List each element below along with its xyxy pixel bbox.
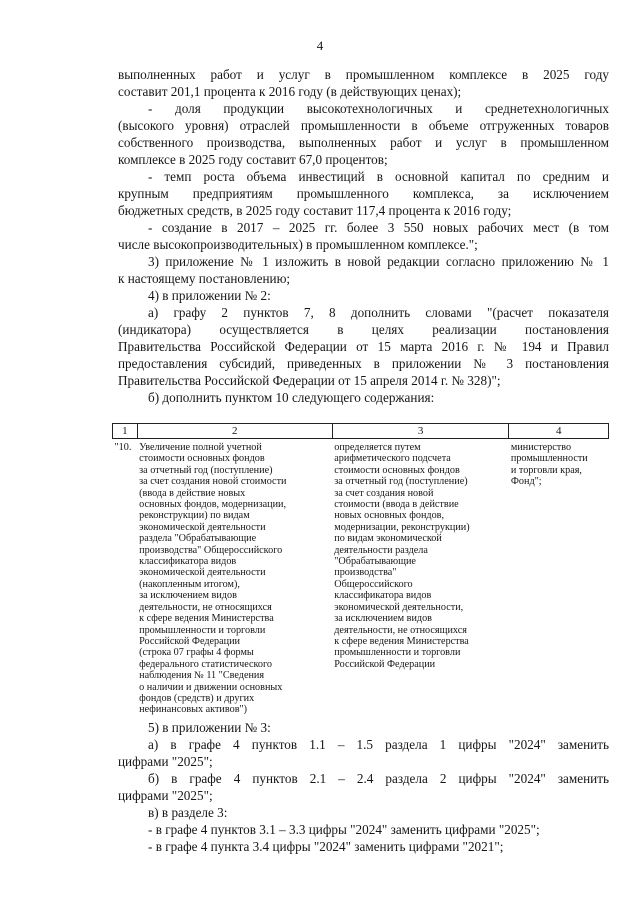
cell-text-line: (накопленным итогом),: [139, 578, 240, 590]
cell-text-line: фондов (средств) и других: [139, 692, 255, 704]
cell-text-line: за исключением видов: [334, 613, 432, 625]
cell-text-line: нефинансовых активов"): [139, 704, 248, 716]
cell-text-line: за отчетный год (поступление): [139, 464, 273, 476]
text-line: - в графе 4 пункта 3.4 цифры "2024" заменить цифрами "2021";: [148, 839, 504, 854]
cell-text-line: определяется путем: [334, 442, 421, 453]
text-line: в) в разделе 3:: [148, 805, 228, 820]
cell-text-line: модернизации, реконструкции): [334, 521, 470, 533]
table-header-cell: 3: [332, 424, 509, 439]
cell-text-line: экономической деятельности: [139, 567, 266, 579]
cell-text-line: производства" Общероссийского: [139, 544, 283, 556]
cell-text-line: к сфере ведения Министерства: [334, 635, 469, 647]
text-line: 3) приложение № 1 изложить в новой редакции согласно приложению № 1: [148, 254, 609, 269]
text-line: - доля продукции высокотехнологичных и среднетехнологичных: [148, 101, 609, 116]
text-line: - темп роста объема инвестиций в основной капитал по средним и: [148, 169, 609, 184]
row-number: "10.: [114, 442, 132, 453]
cell-text-line: и торговли края,: [510, 464, 582, 476]
cell-text-line: новых основных фондов,: [334, 510, 445, 522]
cell-text-line: за счет создания новой стоимости: [139, 476, 287, 488]
cell-text-line: основных фондов, модернизации,: [139, 499, 287, 511]
cell-text-line: арифметического подсчета: [334, 453, 451, 465]
text-line: а) в графе 4 пунктов 1.1 – 1.5 раздела 1 цифры "2024" заменить: [148, 737, 609, 752]
text-line: б) в графе 4 пунктов 2.1 – 2.4 раздела 2 цифры "2024" заменить: [148, 771, 609, 786]
cell-text-line: о наличии и движении основных: [139, 681, 283, 693]
amendment-table: [112, 423, 609, 716]
table-header-cell: 2: [137, 424, 332, 439]
cell-text-line: экономической деятельности,: [334, 601, 464, 613]
cell-text-line: промышленности и торговли: [334, 647, 461, 659]
text-line: собственного производства, выполненных работ и услуг в промышленном: [118, 135, 609, 150]
text-line: бюджетных средств, в 2025 году составит 117,4 процента к 2016 году;: [118, 203, 512, 218]
cell-text-line: Увеличение полной учетной: [139, 442, 262, 453]
responsible-cell: [509, 439, 609, 716]
text-line: а) графу 2 пунктов 7, 8 дополнить словами "(расчет показателя: [148, 305, 609, 320]
cell-text-line: деятельности, не относящихся: [334, 624, 467, 636]
row-number-cell: [113, 439, 138, 716]
text-line: комплексе в 2025 году составит 67,0 процентов;: [118, 152, 388, 167]
cell-text-line: производства": [334, 567, 397, 579]
cell-text-line: Российской Федерации: [334, 658, 436, 670]
table-row: [113, 439, 609, 716]
text-line: к настоящему постановлению;: [118, 271, 291, 286]
cell-text-line: классификатора видов: [139, 556, 237, 568]
calculation-method-cell: [332, 439, 509, 716]
cell-text-line: (строка 07 графы 4 формы: [139, 647, 254, 659]
cell-text-line: стоимости основных фондов: [139, 453, 265, 465]
cell-text-line: Российской Федерации: [139, 635, 241, 647]
table-header-cell: 1: [113, 424, 138, 439]
text-line: цифрами "2025";: [118, 788, 213, 803]
cell-text-line: за исключением видов: [139, 590, 237, 602]
cell-text-line: за счет создания новой: [334, 487, 434, 499]
text-line: - в графе 4 пунктов 3.1 – 3.3 цифры "2024" заменить цифрами "2025";: [148, 822, 540, 837]
indicator-name-cell: [137, 439, 332, 716]
text-line: крупным предприятиям промышленного комплекса, за исключением: [118, 186, 609, 201]
text-line: Правительства Российской Федерации от 15 марта 2016 г. № 194 и Правил: [118, 339, 609, 354]
cell-text-line: наблюдения № 11 "Сведения: [139, 670, 265, 682]
cell-text-line: деятельности раздела: [334, 544, 428, 556]
text-line: цифрами "2025";: [118, 754, 213, 769]
cell-text-line: (ввода в действие новых: [139, 487, 246, 499]
cell-text-line: стоимости (ввода в действие: [334, 499, 459, 511]
text-line: Правительства Российской Федерации от 15 апреля 2014 г. № 328)";: [118, 373, 501, 388]
table-header-cell: 4: [509, 424, 609, 439]
page-number: 4: [316, 38, 324, 53]
cell-text-line: экономической деятельности: [139, 521, 266, 533]
cell-text-line: министерство: [510, 442, 572, 453]
cell-text-line: за отчетный год (поступление): [334, 476, 468, 488]
cell-text-line: промышленности: [510, 453, 588, 465]
text-line: (индикатора) осуществляется в целях реализации постановления: [118, 322, 609, 337]
cell-text-line: Общероссийского: [334, 578, 413, 590]
cell-text-line: раздела "Обрабатывающие: [139, 533, 257, 545]
text-line: предоставления субсидий, приведенных в приложении № 3 постановления: [118, 356, 609, 371]
text-line: б) дополнить пунктом 10 следующего содержания:: [148, 390, 435, 405]
cell-text-line: стоимости основных фондов: [334, 464, 460, 476]
cell-text-line: федерального статистического: [139, 658, 273, 670]
cell-text-line: классификатора видов: [334, 590, 432, 602]
cell-text-line: по видам экономической: [334, 533, 442, 545]
cell-text-line: промышленности и торговли: [139, 624, 266, 636]
cell-text-line: реконструкции) по видам: [139, 510, 250, 522]
text-line: 5) в приложении № 3:: [148, 720, 271, 735]
text-line: 4) в приложении № 2:: [148, 288, 271, 303]
text-line: выполненных работ и услуг в промышленном комплексе в 2025 году: [118, 67, 609, 82]
text-line: составит 201,1 процента к 2016 году (в действующих ценах);: [118, 84, 462, 99]
text-line: числе высокопроизводительных) в промышленном комплексе.";: [118, 237, 478, 252]
cell-text-line: Фонд";: [510, 476, 542, 488]
cell-text-line: "Обрабатывающие: [334, 556, 416, 568]
cell-text-line: к сфере ведения Министерства: [139, 613, 274, 625]
text-line: - создание в 2017 – 2025 гг. более 3 550 новых рабочих мест (в том: [148, 220, 609, 235]
text-line: (высокого уровня) отраслей промышленности в объеме отгруженных товаров: [118, 118, 609, 133]
cell-text-line: деятельности, не относящихся: [139, 601, 272, 613]
table-header-row: [113, 424, 609, 439]
